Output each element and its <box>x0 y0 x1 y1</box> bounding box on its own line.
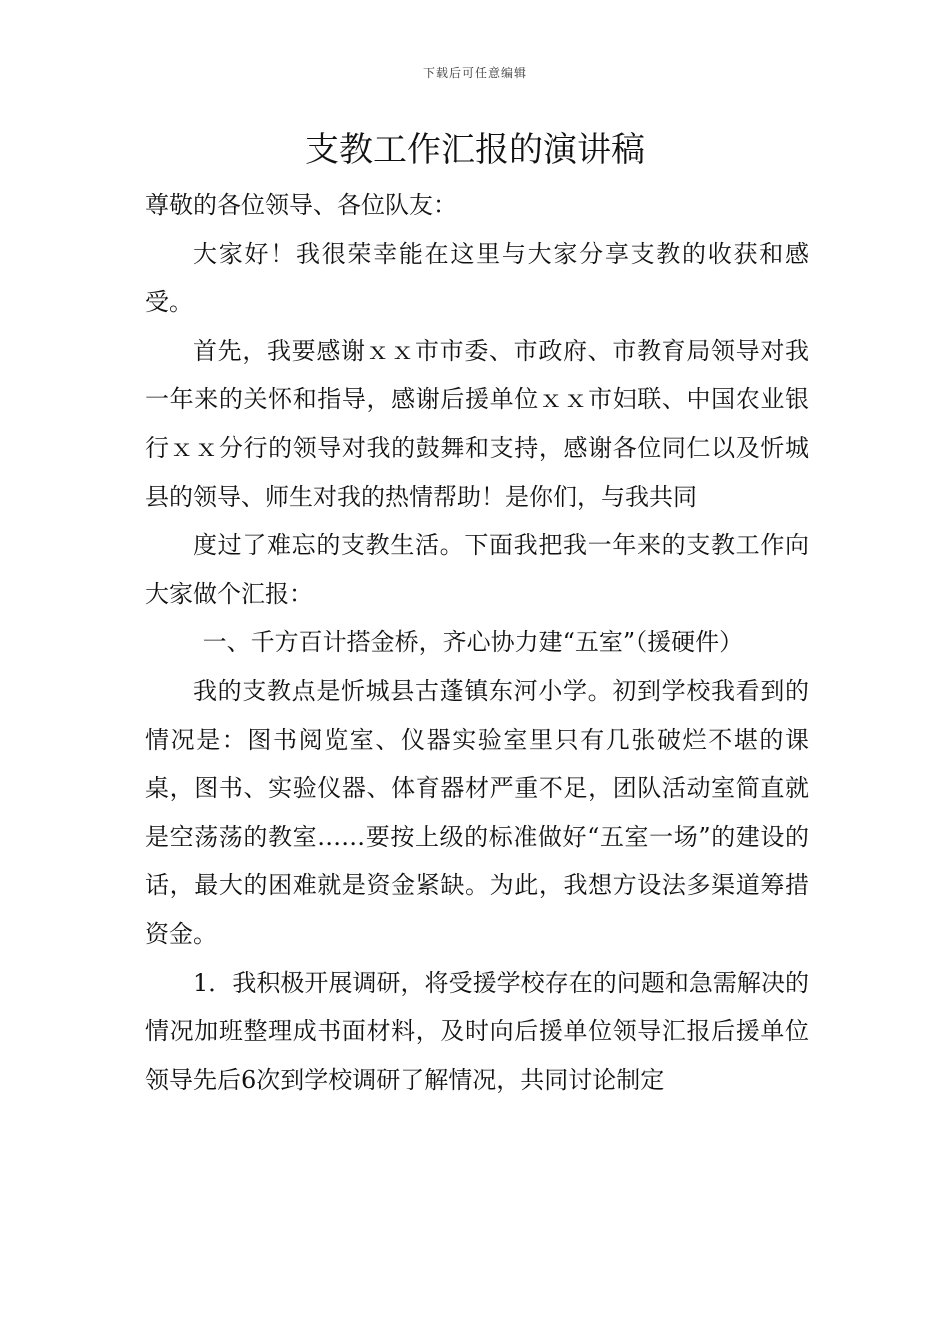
paragraph-item-1: 1．我积极开展调研，将受援学校存在的问题和急需解决的情况加班整理成书面材料，及时向后援单位领导汇报后援单位领导先后6次到学校调研了解情况，共同讨论制定 <box>145 968 809 1094</box>
paragraph-transition: 度过了难忘的支教生活。下面我把我一年来的支教工作向大家做个汇报： <box>145 531 809 608</box>
header-note: 下载后可任意编辑 <box>422 66 527 80</box>
document-title: 支教工作汇报的演讲稿 <box>305 130 645 170</box>
paragraph-greeting: 大家好！我很荣幸能在这里与大家分享支教的收获和感受。 <box>145 239 809 317</box>
paragraph-situation: 我的支教点是忻城县古蓬镇东河小学。初到学校我看到的情况是：图书阅览室、仪器实验室里只有几张破烂不堪的课桌，图书、实验仪器、体育器材严重不足，团队活动室简直就是空荡荡的教室……要按上级的标准做好“五室一场”的建设的话，最大的困难就是资金紧缺。为此，我想方设法多渠道筹措资金。 <box>145 676 809 948</box>
document-body <box>145 181 809 1104</box>
salutation: 尊敬的各位领导、各位队友： <box>145 191 457 219</box>
section-heading-1: 一、千方百计搭金桥，齐心协力建“五室”（援硬件） <box>202 628 744 657</box>
paragraph-thanks: 首先，我要感谢ｘｘ市市委、市政府、市教育局领导对我一年来的关怀和指导，感谢后援单位ｘｘ市妇联、中国农业银行ｘｘ分行的领导对我的鼓舞和支持，感谢各位同仁以及忻城县的领导、师生对我的热情帮助！是你们，与我共同 <box>145 336 809 511</box>
